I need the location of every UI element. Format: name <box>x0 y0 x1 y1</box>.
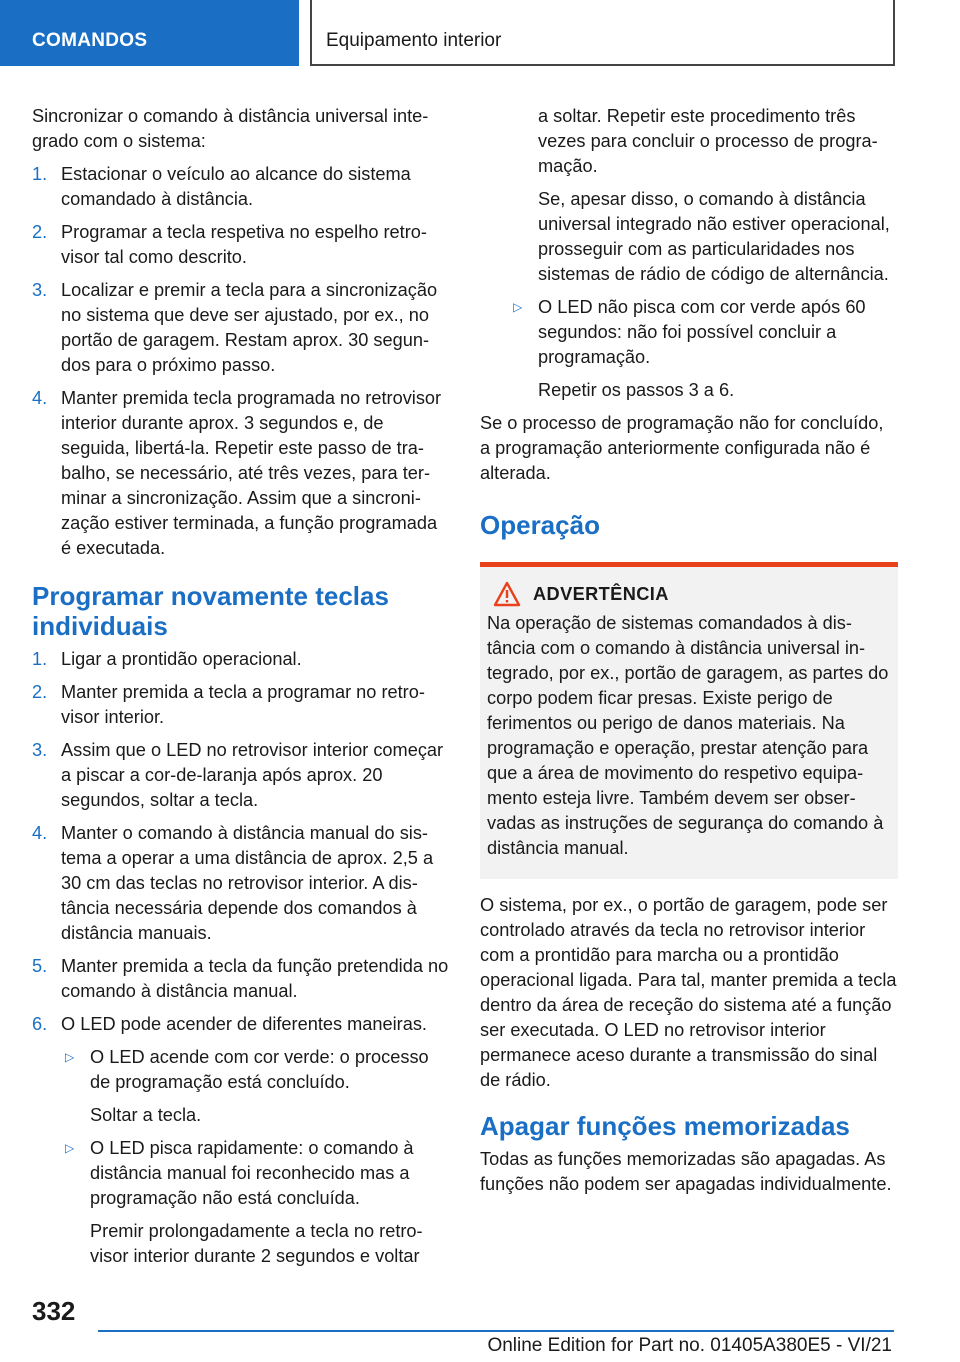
step-number: 1. <box>32 164 48 184</box>
heading-operation: Operação <box>480 510 600 540</box>
list-item <box>32 278 450 378</box>
step-text: Manter premida a tecla da função pretendida no comando à distância manual. <box>61 956 449 1001</box>
bullet-text: O LED pisca rapidamente: o comando à distância manual foi reconhecido mas a programação não está concluída. <box>90 1138 414 1208</box>
bullet-follow-text: Soltar a tecla. <box>90 1105 202 1125</box>
warning-triangle-icon <box>493 581 521 607</box>
list-item <box>32 162 450 212</box>
bullet-follow-text: Repetir os passos 3 a 6. <box>538 380 735 400</box>
edition-text: Online Edition for Part no. 01405A380E5 - VI/21 <box>487 1335 892 1356</box>
step-text: Manter o comando à distância manual do sistema a operar a uma distância de aprox. 2,5 a 30 cm das teclas no retrovisor interior. A distância necessária depende dos comandos à distância manuais. <box>61 823 434 943</box>
step-text: Manter premida a tecla a programar no retrovisor interior. <box>61 682 425 727</box>
step-text: Estacionar o veículo ao alcance do sistema comandado à distância. <box>61 164 411 209</box>
footer-divider <box>98 1330 894 1332</box>
list-item <box>32 821 450 946</box>
step-number: 2. <box>32 682 48 702</box>
reprogram-steps <box>32 647 450 1269</box>
sync-intro: Sincronizar o comando à distância universal integrado com o sistema: <box>32 106 429 151</box>
step-number: 5. <box>32 956 48 976</box>
step-text: O LED pode acender de diferentes maneiras. <box>61 1014 427 1034</box>
section-header <box>310 0 895 66</box>
step-number: 4. <box>32 823 48 843</box>
step-number: 3. <box>32 280 48 300</box>
step-text: Ligar a prontidão operacional. <box>61 649 302 669</box>
warning-box <box>480 562 898 879</box>
bullet-text: O LED não pisca com cor verde após 60 segundos: não foi possível concluir a programação. <box>538 297 866 367</box>
step-number: 6. <box>32 1014 48 1034</box>
led-bullets <box>61 1045 450 1269</box>
step-number: 4. <box>32 388 48 408</box>
bullet-follow-text: Premir prolongadamente a tecla no retrovisor interior durante 2 segundos e voltar <box>90 1221 423 1266</box>
step-number: 2. <box>32 222 48 242</box>
list-item <box>32 1012 450 1269</box>
list-item <box>61 1136 450 1269</box>
section-title: Equipamento interior <box>326 30 502 51</box>
operation-paragraph: O sistema, por ex., o portão de garagem, pode ser controlado através da tecla no retrovisor interior com a prontidão para marcha ou a prontidão operacional ligada. Para tal, manter premida a tecla dentro da área de receção do sistema até a função ser executada. O LED no retrovisor interior permanece aceso durante a transmissão do sinal de rádio. <box>480 895 897 1090</box>
delete-paragraph: Todas as funções memorizadas são apagadas. As funções não podem ser apagadas individualmente. <box>480 1149 892 1194</box>
continued-text: Se, apesar disso, o comando à distância universal integrado não estiver operacional, prosseguir com as particularidades nos sistemas de rádio de código de alternância. <box>538 189 890 284</box>
list-item <box>509 295 898 403</box>
right-column <box>480 104 898 1205</box>
led-bullets-continued <box>480 295 898 403</box>
step-text: Localizar e premir a tecla para a sincronização no sistema que deve ser ajustado, por ex., no portão de garagem. Restam aprox. 30 segundos para o próximo passo. <box>61 280 438 375</box>
step-number: 1. <box>32 649 48 669</box>
chapter-tab <box>0 0 299 66</box>
sync-steps <box>32 162 450 561</box>
left-column <box>32 104 450 1277</box>
triangle-bullet-icon: ▷ <box>65 1141 75 1155</box>
page-number: 332 <box>32 1296 76 1326</box>
list-item <box>32 220 450 270</box>
step-text: Manter premida tecla programada no retrovisor interior durante aprox. 3 segundos e, de seguida, libertá-la. Repetir este passo de trabalho, se necessário, até três vezes, para terminar a sincronização. Assim que a sincronização estiver terminada, a função programada é executada. <box>61 388 442 558</box>
triangle-bullet-icon: ▷ <box>65 1050 75 1064</box>
list-item <box>32 647 450 672</box>
warning-title: ADVERTÊNCIA <box>533 583 669 604</box>
list-item <box>32 738 450 813</box>
triangle-bullet-icon: ▷ <box>513 300 523 314</box>
bullet-text: O LED acende com cor verde: o processo de programação está concluído. <box>90 1047 429 1092</box>
continued-text: a soltar. Repetir este procedimento três vezes para concluir o processo de programação. <box>538 106 878 176</box>
warning-header <box>487 581 891 607</box>
list-item <box>61 1045 450 1128</box>
list-item <box>32 386 450 561</box>
list-item <box>32 680 450 730</box>
warning-text: Na operação de sistemas comandados à distância com o comando à distância universal integrado, por ex., portão de garagem, as partes do corpo podem ficar presas. Existe perigo de ferimentos ou perigo de danos materiais. Na programação e operação, prestar atenção para que a área de movimento do respetivo equipamento esteja livre. Também devem ser observadas as instruções de segurança do comando à distância manual. <box>487 613 889 858</box>
heading-reprogram: Programar novamente teclas individuais <box>32 581 389 641</box>
after-paragraph: Se o processo de programação não for concluído, a programação anteriormente configurada não é alterada. <box>480 413 884 483</box>
step-text: Assim que o LED no retrovisor interior começar a piscar a cor-de-laranja após aprox. 20 segundos, soltar a tecla. <box>61 740 444 810</box>
chapter-label: COMANDOS <box>32 30 148 51</box>
heading-delete: Apagar funções memorizadas <box>480 1111 850 1141</box>
step-text: Programar a tecla respetiva no espelho retrovisor tal como descrito. <box>61 222 427 267</box>
step-number: 3. <box>32 740 48 760</box>
list-item <box>32 954 450 1004</box>
